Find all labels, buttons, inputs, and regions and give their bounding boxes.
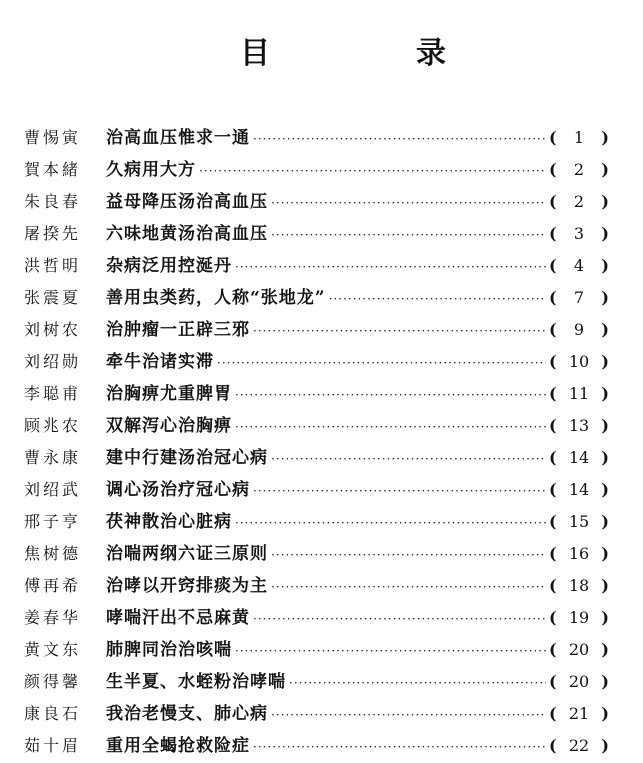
open-paren: ( [549, 416, 557, 435]
toc-entry-title: 茯神散治心脏病 [106, 512, 232, 532]
open-paren: ( [549, 224, 557, 243]
toc-entry-title: 生半夏、水蛭粉治哮喘 [106, 672, 286, 692]
toc-entry-author: 曹惕寅 [24, 128, 82, 147]
toc-entry-author: 张震夏 [24, 288, 82, 307]
open-paren: ( [549, 128, 557, 147]
toc-entry-page-number: 22 [568, 736, 590, 755]
open-paren: ( [549, 704, 557, 723]
toc-entry-author: 曹永康 [24, 448, 82, 467]
toc-entry-title: 建中行建汤治冠心病 [106, 448, 268, 468]
dot-leader [271, 196, 546, 210]
open-paren: ( [549, 512, 557, 531]
dot-leader [271, 548, 546, 562]
toc-entry-title: 杂病泛用控涎丹 [106, 256, 232, 276]
toc-entry-body [106, 123, 549, 148]
toc-entry-page-number: 13 [568, 416, 590, 435]
dot-leader [235, 644, 546, 658]
toc-entry-title: 治肿瘤一正辟三邪 [106, 320, 250, 340]
toc-entry-page-ref [549, 512, 609, 531]
close-paren: ) [601, 736, 609, 755]
toc-entry-body [106, 443, 549, 468]
toc-entry [24, 379, 609, 411]
toc-entry-title: 肺脾同治治咳喘 [106, 640, 232, 660]
open-paren: ( [549, 640, 557, 659]
toc-entry-body [106, 219, 549, 244]
toc-entry [24, 123, 609, 155]
toc-entry-body [106, 283, 549, 308]
dot-leader [253, 484, 546, 498]
toc-entry-body [106, 155, 549, 180]
toc-entry-page-number: 2 [573, 192, 585, 211]
toc-entry-author: 賀本緒 [24, 160, 82, 179]
close-paren: ) [601, 704, 609, 723]
dot-leader [235, 516, 546, 530]
close-paren: ) [601, 544, 609, 563]
toc-entry-title: 治哮以开窍排痰为主 [106, 576, 268, 596]
close-paren: ) [601, 192, 609, 211]
toc-entry [24, 539, 609, 571]
close-paren: ) [601, 608, 609, 627]
toc-entry-body [106, 187, 549, 212]
toc-entry-title: 治高血压惟求一通 [106, 128, 250, 148]
toc-entry-body [106, 571, 549, 596]
open-paren: ( [549, 192, 557, 211]
toc-entry-body [106, 731, 549, 756]
toc-entry-body [106, 699, 549, 724]
toc-entry-page-ref [549, 608, 609, 627]
toc-entry [24, 219, 609, 251]
toc-entry [24, 155, 609, 187]
dot-leader [253, 612, 546, 626]
close-paren: ) [601, 128, 609, 147]
toc-entry [24, 187, 609, 219]
toc-entry-page-ref [549, 224, 609, 243]
toc-entry-author: 颜得馨 [24, 672, 82, 691]
toc-entry [24, 443, 609, 475]
toc-entry-body [106, 635, 549, 660]
toc-entry-title: 治喘两纲六证三原则 [106, 544, 268, 564]
toc-entry-page-number: 18 [568, 576, 590, 595]
dot-leader [271, 452, 546, 466]
toc-entry-author: 康良石 [24, 704, 82, 723]
toc-entry [24, 603, 609, 635]
toc-entry-title: 益母降压汤治高血压 [106, 192, 268, 212]
table-of-contents [24, 123, 609, 763]
toc-entry-author: 黄文东 [24, 640, 82, 659]
dot-leader [217, 356, 546, 370]
close-paren: ) [601, 224, 609, 243]
dot-leader [235, 420, 546, 434]
toc-entry-page-ref [549, 128, 609, 147]
close-paren: ) [601, 160, 609, 179]
toc-entry-body [106, 667, 549, 692]
toc-entry-body [106, 347, 549, 372]
open-paren: ( [549, 288, 557, 307]
toc-entry-title: 哮喘汗出不忌麻黄 [106, 608, 250, 628]
open-paren: ( [549, 544, 557, 563]
toc-entry [24, 667, 609, 699]
toc-entry-page-ref [549, 672, 609, 691]
page-title: 目 录 [240, 36, 504, 71]
close-paren: ) [601, 640, 609, 659]
open-paren: ( [549, 448, 557, 467]
open-paren: ( [549, 576, 557, 595]
toc-entry-page-ref [549, 640, 609, 659]
open-paren: ( [549, 256, 557, 275]
toc-entry-page-number: 16 [568, 544, 590, 563]
open-paren: ( [549, 384, 557, 403]
toc-entry [24, 571, 609, 603]
toc-entry-page-number: 14 [568, 448, 590, 467]
toc-entry-body [106, 379, 549, 404]
toc-entry-title: 善用虫类药，人称“张地龙” [106, 288, 326, 308]
toc-entry-author: 邢子亨 [24, 512, 82, 531]
toc-entry-page-number: 2 [573, 160, 585, 179]
dot-leader [253, 324, 546, 338]
dot-leader [235, 260, 546, 274]
toc-entry [24, 283, 609, 315]
toc-entry-body [106, 411, 549, 436]
toc-entry-page-ref [549, 416, 609, 435]
toc-entry-title: 调心汤治疗冠心病 [106, 480, 250, 500]
toc-entry [24, 251, 609, 283]
open-paren: ( [549, 160, 557, 179]
toc-entry-page-number: 20 [568, 640, 590, 659]
toc-entry-page-number: 20 [568, 672, 590, 691]
toc-entry-author: 李聪甫 [24, 384, 82, 403]
toc-entry [24, 315, 609, 347]
toc-entry-body [106, 475, 549, 500]
close-paren: ) [601, 416, 609, 435]
dot-leader [271, 228, 546, 242]
toc-entry-page-ref [549, 384, 609, 403]
dot-leader [329, 292, 546, 306]
toc-entry [24, 699, 609, 731]
close-paren: ) [601, 672, 609, 691]
toc-entry-page-ref [549, 352, 609, 371]
toc-entry-page-number: 10 [568, 352, 590, 371]
toc-entry [24, 475, 609, 507]
toc-entry-page-number: 11 [568, 384, 590, 403]
toc-entry-author: 顾兆农 [24, 416, 82, 435]
close-paren: ) [601, 448, 609, 467]
open-paren: ( [549, 672, 557, 691]
dot-leader [271, 708, 546, 722]
toc-entry-author: 傅再希 [24, 576, 82, 595]
dot-leader [253, 132, 546, 146]
toc-entry-page-number: 15 [568, 512, 590, 531]
dot-leader [289, 676, 546, 690]
toc-entry-page-ref [549, 544, 609, 563]
close-paren: ) [601, 480, 609, 499]
toc-entry-page-ref [549, 192, 609, 211]
toc-entry-page-ref [549, 704, 609, 723]
toc-entry [24, 731, 609, 763]
toc-entry-body [106, 251, 549, 276]
open-paren: ( [549, 320, 557, 339]
open-paren: ( [549, 608, 557, 627]
toc-entry-page-ref [549, 736, 609, 755]
toc-entry-page-ref [549, 448, 609, 467]
close-paren: ) [601, 576, 609, 595]
toc-entry-page-number: 1 [573, 128, 585, 147]
toc-entry-body [106, 603, 549, 628]
toc-entry-body [106, 539, 549, 564]
toc-entry-page-number: 19 [568, 608, 590, 627]
dot-leader [199, 164, 546, 178]
toc-entry-page-number: 7 [573, 288, 585, 307]
toc-entry-title: 我治老慢支、肺心病 [106, 704, 268, 724]
toc-entry [24, 507, 609, 539]
toc-entry-author: 洪哲明 [24, 256, 82, 275]
toc-entry-author: 茹十眉 [24, 736, 82, 755]
toc-entry-page-ref [549, 576, 609, 595]
toc-entry-author: 屠揆先 [24, 224, 82, 243]
toc-entry-page-ref [549, 320, 609, 339]
close-paren: ) [601, 512, 609, 531]
toc-entry-page-number: 3 [573, 224, 585, 243]
toc-entry-page-ref [549, 288, 609, 307]
toc-entry-author: 刘绍武 [24, 480, 82, 499]
open-paren: ( [549, 736, 557, 755]
toc-entry-author: 刘绍勋 [24, 352, 82, 371]
toc-entry-page-number: 4 [573, 256, 585, 275]
toc-entry-body [106, 507, 549, 532]
close-paren: ) [601, 288, 609, 307]
toc-entry-author: 刘树农 [24, 320, 82, 339]
toc-entry-page-number: 21 [568, 704, 590, 723]
toc-entry-title: 双解泻心治胸痹 [106, 416, 232, 436]
toc-entry-title: 重用全蝎抢救险症 [106, 736, 250, 756]
dot-leader [235, 388, 546, 402]
toc-entry-page-number: 14 [568, 480, 590, 499]
toc-entry-title: 治胸痹尤重脾胃 [106, 384, 232, 404]
toc-entry-author: 焦树德 [24, 544, 82, 563]
toc-entry-page-ref [549, 256, 609, 275]
open-paren: ( [549, 352, 557, 371]
close-paren: ) [601, 384, 609, 403]
toc-entry [24, 347, 609, 379]
toc-entry-page-number: 9 [573, 320, 585, 339]
toc-entry-title: 牵牛治诸实滞 [106, 352, 214, 372]
toc-entry-title: 六味地黄汤治高血压 [106, 224, 268, 244]
toc-entry-page-ref [549, 160, 609, 179]
dot-leader [253, 740, 546, 754]
toc-entry [24, 635, 609, 667]
toc-entry-body [106, 315, 549, 340]
toc-entry-page-ref [549, 480, 609, 499]
toc-entry-title: 久病用大方 [106, 160, 196, 180]
close-paren: ) [601, 352, 609, 371]
dot-leader [271, 580, 546, 594]
toc-entry-author: 朱良春 [24, 192, 82, 211]
toc-entry [24, 411, 609, 443]
close-paren: ) [601, 256, 609, 275]
open-paren: ( [549, 480, 557, 499]
toc-entry-author: 姜春华 [24, 608, 82, 627]
close-paren: ) [601, 320, 609, 339]
